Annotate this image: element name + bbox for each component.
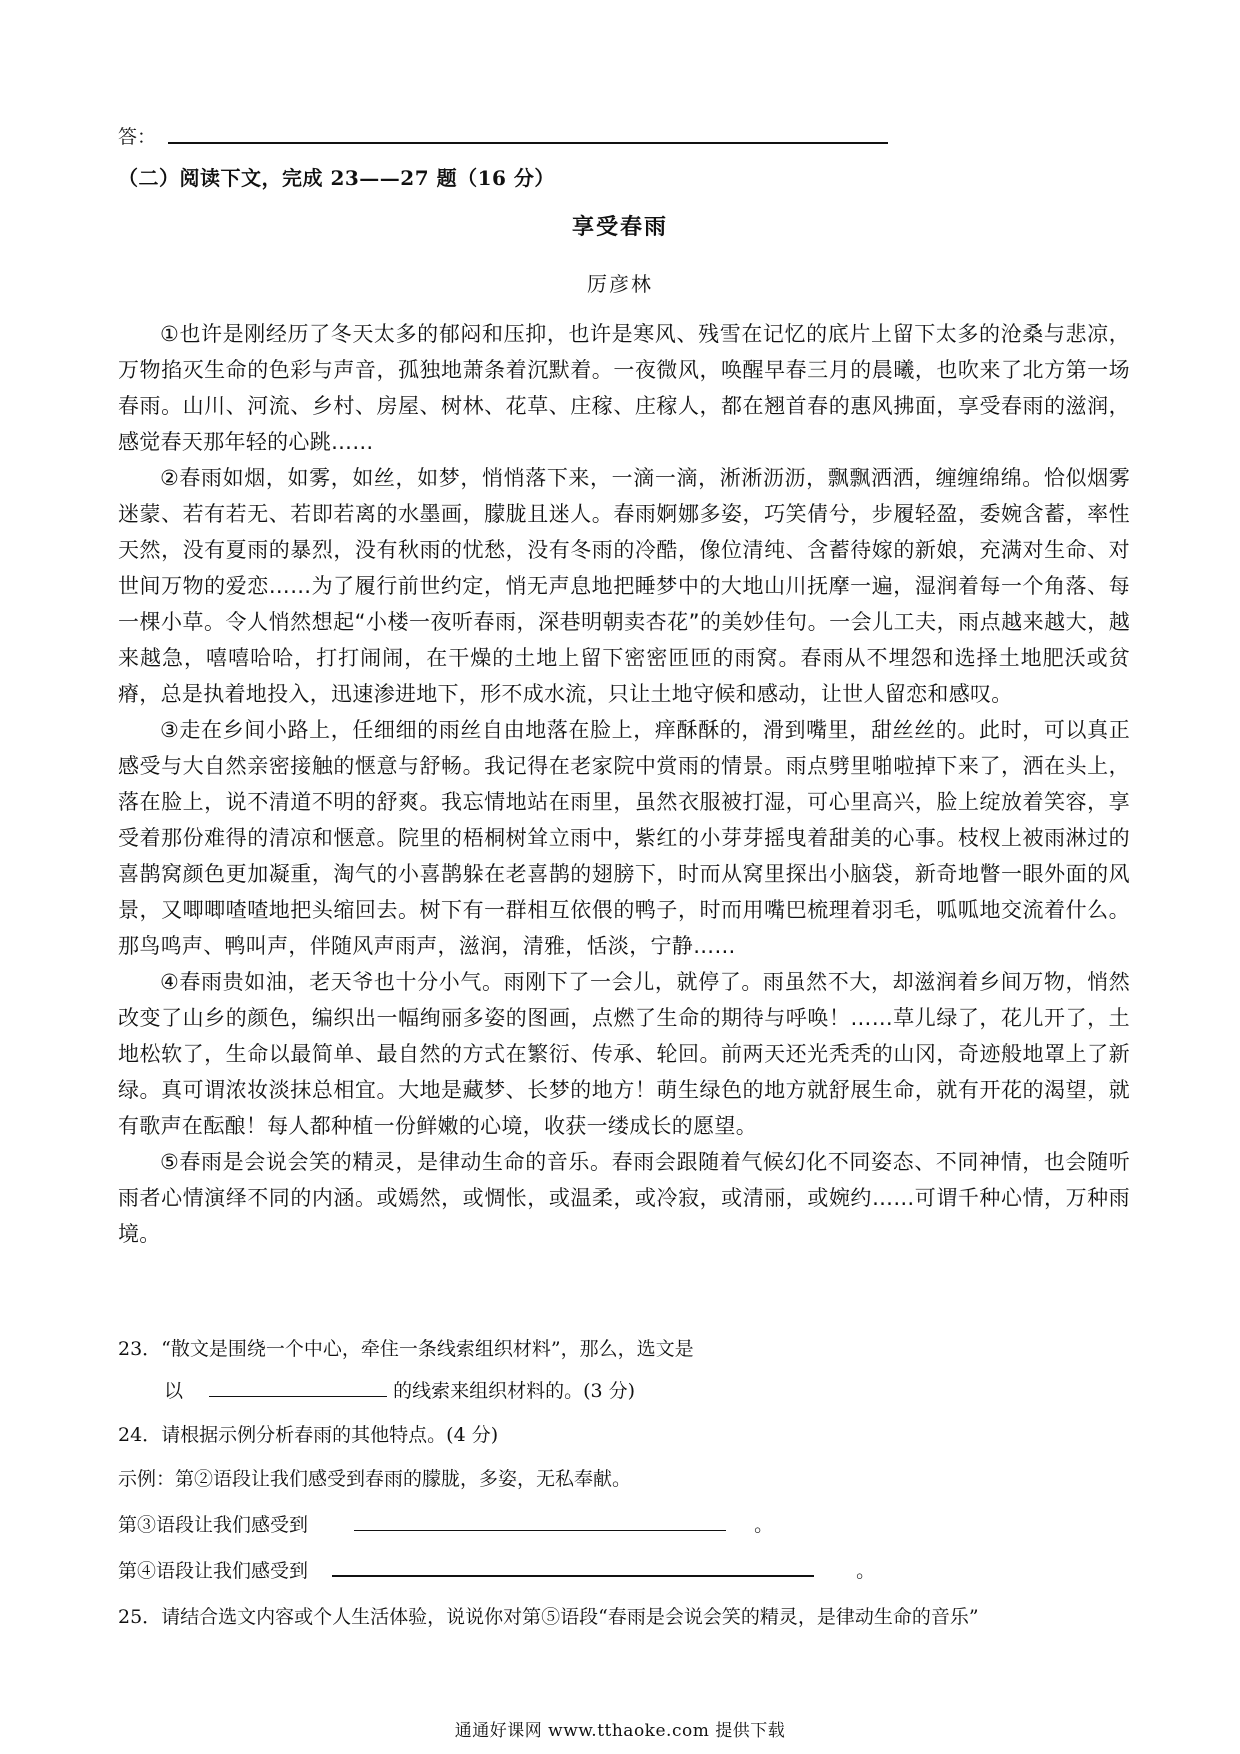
paragraph-1: ①也许是刚经历了冬天太多的郁闷和压抑，也许是寒风、残雪在记忆的底片上留下太多的沧桑与悲凉，万物掐灭生命的色彩与声音，孤独地萧条着沉默着。一夜微风，唤醒早春三月的晨曦，也吹来了北方第一场春雨。山川、河流、乡村、房屋、树林、花草、庄稼、庄稼人，都在翘首春的惠风拂面，享受春雨的滋润，感觉春天那年轻的心跳…… — [118, 322, 1130, 454]
question-23-blank[interactable] — [209, 1378, 387, 1397]
answer-row — [118, 118, 898, 150]
paragraph-3: ③走在乡间小路上，任细细的雨丝自由地落在脸上，痒酥酥的，滑到嘴里，甜丝丝的。此时，可以真正感受与大自然亲密接触的惬意与舒畅。我记得在老家院中赏雨的情景。雨点劈里啪啦掉下来了，洒在头上，落在脸上，说不清道不明的舒爽。我忘情地站在雨里，虽然衣服被打湿，可心里高兴，脸上绽放着笑容，享受着那份难得的清凉和惬意。院里的梧桐树耸立雨中，紫红的小芽芽摇曳着甜美的心事。枝杈上被雨淋过的喜鹊窝颜色更加凝重，淘气的小喜鹊躲在老喜鹊的翅膀下，时而从窝里探出小脑袋，新奇地瞥一眼外面的风景，又唧唧喳喳地把头缩回去。树下有一群相互依偎的鸭子，时而用嘴巴梳理着羽毛，呱呱地交流着什么。那鸟鸣声、鸭叫声，伴随风声雨声，滋润，清雅，恬淡，宁静…… — [118, 718, 1130, 958]
question-24-paragraph-3-blank[interactable] — [354, 1512, 726, 1531]
question-24-paragraph-4-row — [118, 1556, 875, 1583]
paragraph-4: ④春雨贵如油，老天爷也十分小气。雨刚下了一会儿，就停了。雨虽然不大，却滋润着乡间万物，悄然改变了山乡的颜色，编织出一幅绚丽多姿的图画，点燃了生命的期待与呼唤！……草儿绿了，花儿开了，土地松软了，生命以最简单、最自然的方式在繁衍、传承、轮回。前两天还光秃秃的山冈，奇迹般地罩上了新绿。真可谓浓妆淡抹总相宜。大地是藏梦、长梦的地方！萌生绿色的地方就舒展生命，就有开花的渴望，就有歌声在酝酿！每人都种植一份鲜嫩的心境，收获一缕成长的愿望。 — [118, 970, 1130, 1138]
page-footer: 通通好课网 www.tthaoke.com 提供下载 — [454, 1721, 786, 1741]
question-24-example: 示例：第②语段让我们感受到春雨的朦胧，多姿，无私奉献。 — [118, 1468, 632, 1490]
article-author: 厉彦林 — [587, 272, 653, 296]
section-heading: （二）阅读下文，完成 23——27 题（16 分） — [118, 166, 555, 190]
question-23-suffix: 的线索来组织材料的。(3 分) — [393, 1380, 636, 1402]
question-23-answer-row — [164, 1376, 635, 1403]
question-23-line: 23．“散文是围绕一个中心，牵住一条线索组织材料”，那么，选文是 — [118, 1338, 694, 1360]
answer-blank-line[interactable] — [168, 142, 888, 144]
question-23-prefix: 以 — [164, 1380, 184, 1402]
question-24-paragraph-4-blank[interactable] — [332, 1557, 814, 1577]
answer-label: 答： — [118, 126, 157, 148]
question-24-paragraph-4-suffix: 。 — [856, 1560, 876, 1582]
question-24-paragraph-3-row — [118, 1510, 773, 1537]
paragraph-2: ②春雨如烟，如雾，如丝，如梦，悄悄落下来，一滴一滴，淅淅沥沥，飘飘洒洒，缠缠绵绵。恰似烟雾迷蒙、若有若无、若即若离的水墨画，朦胧且迷人。春雨婀娜多姿，巧笑倩兮，步履轻盈，委婉含蓄，率性天然，没有夏雨的暴烈，没有秋雨的忧愁，没有冬雨的冷酷，像位清纯、含蓄待嫁的新娘，充满对生命、对世间万物的爱恋……为了履行前世约定，悄无声息地把睡梦中的大地山川抚摩一遍，湿润着每一个角落、每一棵小草。令人悄然想起“小楼一夜听春雨，深巷明朝卖杏花”的美妙佳句。一会儿工夫，雨点越来越大，越来越急，嘻嘻哈哈，打打闹闹，在干燥的土地上留下密密匝匝的雨窝。春雨从不埋怨和选择土地肥沃或贫瘠，总是执着地投入，迅速渗进地下，形不成水流，只让土地守候和感动，让世人留恋和感叹。 — [118, 466, 1130, 706]
question-24-paragraph-4-prefix: 第④语段让我们感受到 — [118, 1560, 309, 1582]
question-24-paragraph-3-suffix: 。 — [754, 1514, 774, 1536]
article-body — [118, 316, 1130, 1252]
question-24-title: 24．请根据示例分析春雨的其他特点。(4 分) — [118, 1424, 499, 1446]
article-title: 享受春雨 — [571, 214, 668, 240]
question-25-line: 25．请结合选文内容或个人生活体验，说说你对第⑤语段“春雨是会说会笑的精灵，是律动生命的音乐” — [118, 1606, 979, 1628]
paragraph-5: ⑤春雨是会说会笑的精灵，是律动生命的音乐。春雨会跟随着气候幻化不同姿态、不同神情，也会随听雨者心情演绎不同的内涵。或嫣然，或惆怅，或温柔，或冷寂，或清丽，或婉约……可谓千种心情，万种雨境。 — [118, 1150, 1130, 1246]
question-24-paragraph-3-prefix: 第③语段让我们感受到 — [118, 1514, 309, 1536]
